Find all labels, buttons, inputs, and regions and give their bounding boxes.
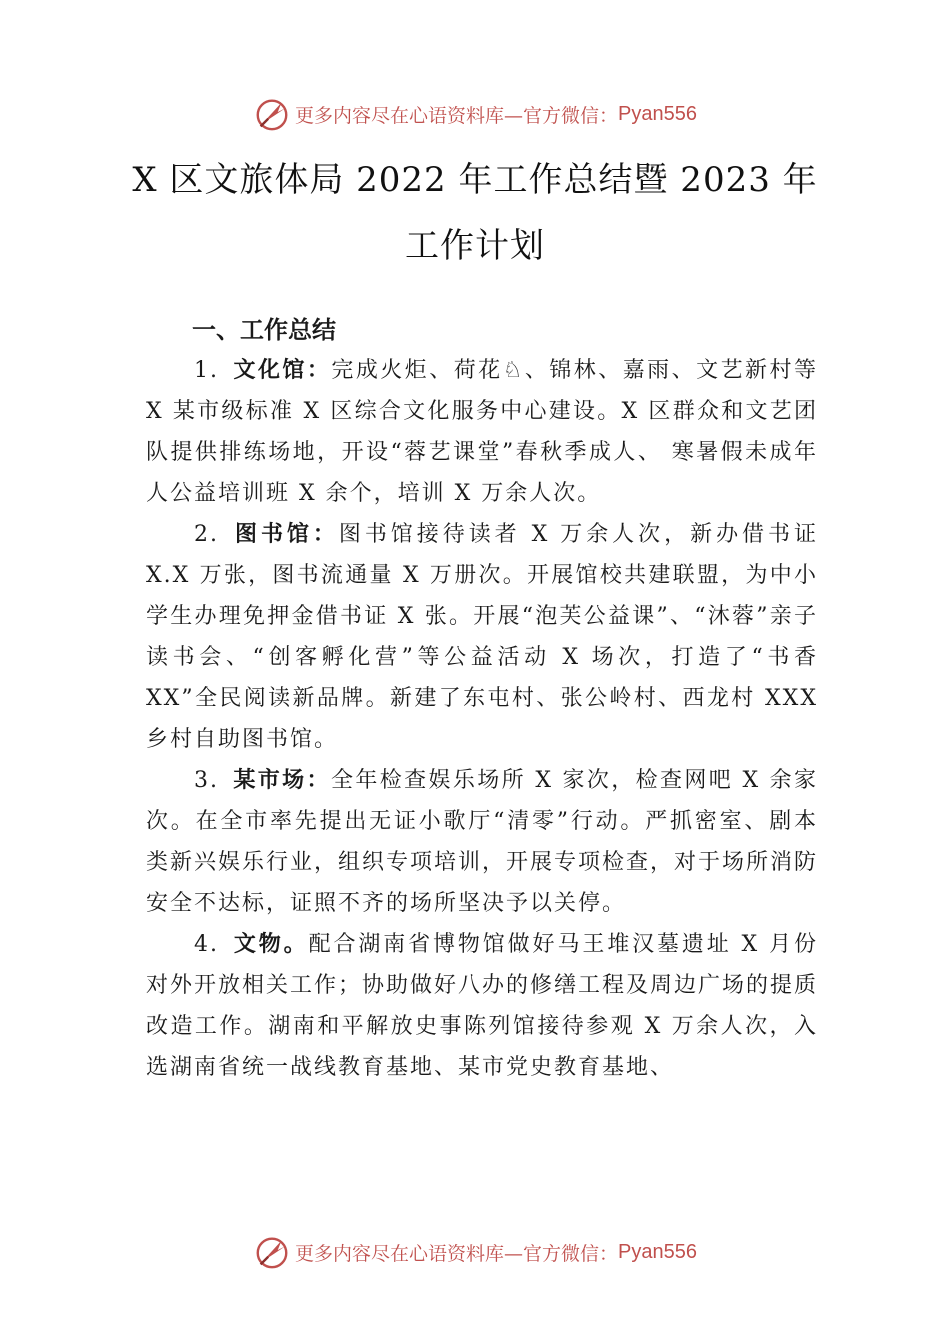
footer-watermark — [0, 1232, 950, 1272]
watermark-text: 更多内容尽在心语资料库—官方微信： — [295, 1242, 619, 1265]
summary-item — [146, 924, 818, 1088]
item-number: 3. — [194, 768, 219, 793]
item-number: 4. — [194, 932, 219, 957]
quill-logo-icon — [253, 1233, 291, 1271]
document-title-line2: 工作计划 — [405, 226, 545, 266]
summary-item — [146, 350, 818, 514]
item-label: 文化馆： — [233, 357, 332, 383]
watermark-text: 更多内容尽在心语资料库—官方微信： — [295, 104, 619, 127]
header-watermark — [0, 94, 950, 134]
wechat-account: Pyan556 — [618, 102, 697, 125]
item-label: 某市场： — [233, 767, 331, 793]
document-body — [146, 310, 818, 1088]
summary-item — [146, 760, 818, 924]
quill-logo-icon — [253, 95, 291, 133]
item-label: 图书馆： — [233, 521, 339, 547]
item-text: 完成火炬、荷花♘、锦林、嘉雨、文艺新村等 X 某市级标准 X 区综合文化服务中心建设。X 区群众和文艺团队提供排练场地，开设“蓉艺课堂”春秋季成人、 寒暑假未成年人公益培训班 X 余个，培训 X 万余人次。 — [146, 358, 818, 506]
document-title-line1: X 区文旅体局 2022 年工作总结暨 2023 年 — [132, 160, 818, 200]
item-text: 配合湖南省博物馆做好马王堆汉墓遗址 X 月份对外开放相关工作；协助做好八办的修缮工程及周边广场的提质改造工作。湖南和平解放史事陈列馆接待参观 X 万余人次，入选湖南省统一战线教育基地、某市党史教育基地、 — [146, 932, 819, 1080]
item-text: 全年检查娱乐场所 X 家次，检查网吧 X 余家次。在全市率先提出无证小歌厅“清零”行动。严抓密室、剧本类新兴娱乐行业，组织专项培训，开展专项检查，对于场所消防安全不达标，证照不齐的场所坚决予以关停。 — [146, 768, 819, 916]
summary-item — [146, 514, 818, 760]
item-number: 2. — [194, 522, 219, 547]
item-number: 1. — [194, 358, 219, 383]
item-text: 图书馆接待读者 X 万余人次，新办借书证 X.X 万张，图书流通量 X 万册次。开展馆校共建联盟，为中小学生办理免押金借书证 X 张。开展“泡芙公益课”、“沐蓉”亲子读书会、“创客孵化营”等公益活动 X 场次，打造了“书香 XX”全民阅读新品牌。新建了东屯村、张公岭村、西龙村 XXX 乡村自助图书馆。 — [146, 522, 818, 752]
section-heading: 一、工作总结 — [192, 315, 336, 344]
wechat-account: Pyan556 — [618, 1240, 697, 1263]
item-label: 文物。 — [233, 931, 309, 957]
